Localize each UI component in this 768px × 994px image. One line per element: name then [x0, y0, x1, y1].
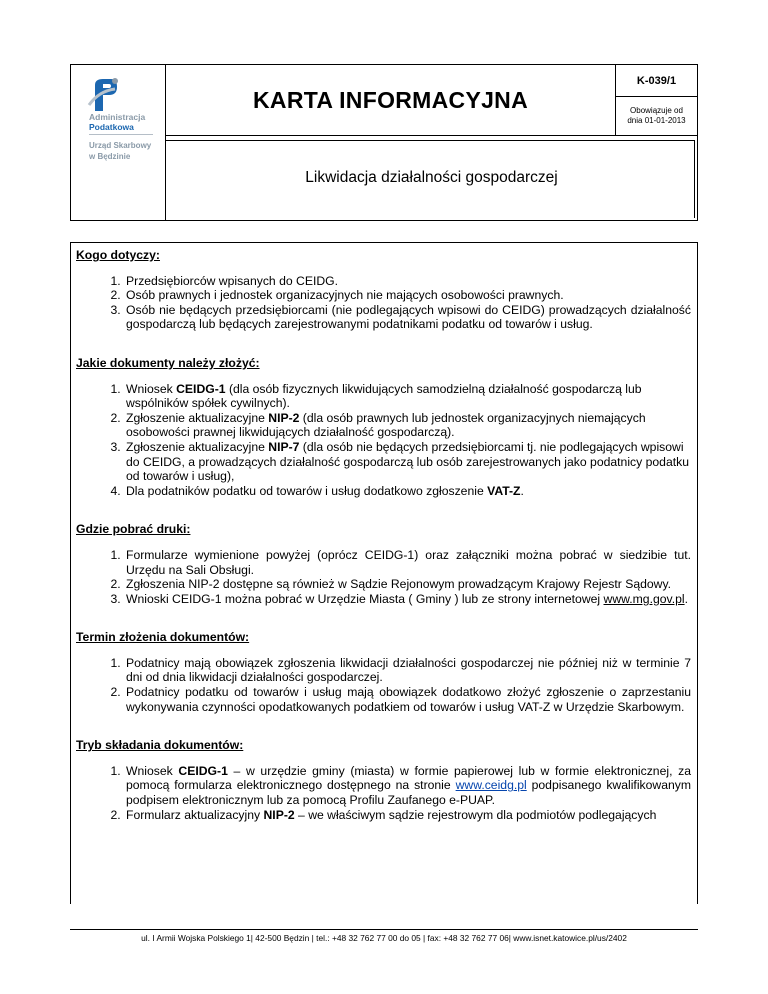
- document-title-cell: [166, 64, 616, 136]
- document-subject: Likwidacja działalności gospodarczej: [305, 169, 558, 186]
- validity-date: [616, 97, 698, 136]
- text: Wniosek: [126, 381, 177, 396]
- text: – we właściwym sądzie rejestrowym dla podmiotów podlegających: [294, 807, 657, 822]
- logo-cell: [70, 64, 166, 221]
- text: Dla podatników podatku od towarów i usług dodatkowo zgłoszenie: [126, 483, 488, 498]
- list-deadline: [76, 656, 691, 714]
- text: Wniosek: [126, 763, 179, 778]
- list-item: 2. Zgłoszenia NIP-2 dostępne są również w Sądzie Rejonowym prowadzącym Krajowy Rejestr Sądowy.: [124, 577, 691, 592]
- section-heading-deadline: Termin złożenia dokumentów:: [76, 630, 250, 645]
- administracja-podatkowa-logo-icon: [85, 75, 125, 115]
- list-item: [124, 411, 691, 440]
- list-item: [124, 440, 691, 484]
- list-item: [124, 592, 691, 607]
- list-item: [124, 808, 691, 823]
- text: podpisanego kwalifikowanym podpisem elektronicznym lub za pomocą Profilu Zaufanego e-PUAP.: [126, 778, 691, 808]
- text: (dla osób nie będących przedsiębiorcami tj. nie podlegających wpisowi do CEIDG, a prowadzących działalność gospodarczą lub osób zarejestrowanych jako podatnicy podatku od towarów i usług),: [126, 439, 689, 484]
- logo-office-line2: w Będzinie: [89, 152, 131, 161]
- logo-divider: [89, 134, 153, 135]
- logo-text-administracja: Administracja: [89, 112, 146, 122]
- text: (dla osób prawnych lub jednostek organizacyjnych niemających osobowości prawnej likwidujących działalność gospodarczą).: [126, 410, 646, 440]
- text: – w urzędzie gminy (miasta) w formie papierowej lub w formie elektronicznej, za pomocą formularza elektronicznego dostępnego na stronie: [126, 763, 691, 793]
- text: .: [520, 483, 524, 498]
- logo-office-line1: Urząd Skarbowy: [89, 141, 152, 150]
- list-item: 2. Podatnicy podatku od towarów i usług mają obowiązek dodatkowo złożyć zgłoszenie o zaprzestaniu wykonywania czynności opodatkowanych podatkiem od towarów i usług VAT-Z w Urzędzie Skarbowym.: [124, 685, 691, 714]
- content-frame: [70, 242, 698, 904]
- form-name: NIP-2: [268, 410, 300, 425]
- footer-divider: [70, 929, 698, 930]
- validity-line2: dnia 01-01-2013: [627, 116, 686, 125]
- list-item: 1. Przedsiębiorców wpisanych do CEIDG.: [124, 274, 691, 289]
- list-mode: [76, 764, 691, 822]
- link-ceidg[interactable]: www.ceidg.pl: [455, 778, 527, 793]
- document-title: KARTA INFORMACYJNA: [253, 86, 528, 113]
- subject-inner-frame: [166, 140, 695, 218]
- list-item: [124, 484, 691, 499]
- text: Formularz aktualizacyjny: [126, 807, 264, 822]
- text: Wnioski CEIDG-1 można pobrać w Urzędzie Miasta ( Gminy ) lub ze strony internetowej: [126, 591, 604, 606]
- list-where: [76, 548, 691, 606]
- footer-address: ul. I Armii Wojska Polskiego 1| 42-500 Będzin | tel.: +48 32 762 77 00 do 05 | fax: +48 32 762 77 06| www.isnet.katowice.pl/us/2402: [141, 933, 627, 943]
- document-code: K-039/1: [616, 64, 698, 97]
- text: (dla osób fizycznych likwidujących samodzielną działalność gospodarczą lub wspólników spółek cywilnych).: [126, 381, 642, 411]
- form-name: VAT-Z: [487, 483, 521, 498]
- link-mg-gov[interactable]: www.mg.gov.pl: [603, 591, 685, 606]
- section-heading-mode: Tryb składania dokumentów:: [76, 738, 244, 753]
- list-item: [124, 382, 691, 411]
- logo-text-podatkowa: Podatkowa: [89, 122, 134, 132]
- list-who: [76, 274, 691, 332]
- section-heading-who: Kogo dotyczy:: [76, 248, 160, 262]
- validity-line1: Obowiązuje od: [630, 106, 683, 115]
- list-item: [124, 764, 691, 808]
- list-item: 2. Osób prawnych i jednostek organizacyjnych nie mających osobowości prawnych.: [124, 288, 691, 303]
- list-item: 1. Podatnicy mają obowiązek zgłoszenia likwidacji działalności gospodarczej nie później niż w terminie 7 dni od dnia likwidacji działalności gospodarczej.: [124, 656, 691, 685]
- text: Zgłoszenie aktualizacyjne: [126, 410, 269, 425]
- form-name: NIP-2: [263, 807, 295, 822]
- form-name: CEIDG-1: [176, 381, 226, 396]
- text: .: [684, 591, 688, 606]
- list-item: 1. Formularze wymienione powyżej (oprócz CEIDG-1) oraz załączniki można pobrać w siedzibie tut. Urzędu na Sali Obsługi.: [124, 548, 691, 577]
- form-name: NIP-7: [268, 439, 300, 454]
- list-documents: [76, 382, 691, 499]
- logo-office-name: [89, 140, 151, 162]
- section-heading-documents: Jakie dokumenty należy złożyć:: [76, 355, 260, 370]
- list-item: 3. Osób nie będących przedsiębiorcami (nie podlegających wpisowi do CEIDG) prowadzących działalność gospodarczą lub będących zarejestrowanymi podatnikami podatku od towarów i usług.: [124, 303, 691, 332]
- text: Zgłoszenie aktualizacyjne: [126, 439, 269, 454]
- section-heading-where: Gdzie pobrać druki:: [76, 522, 191, 537]
- form-name: CEIDG-1: [178, 763, 228, 778]
